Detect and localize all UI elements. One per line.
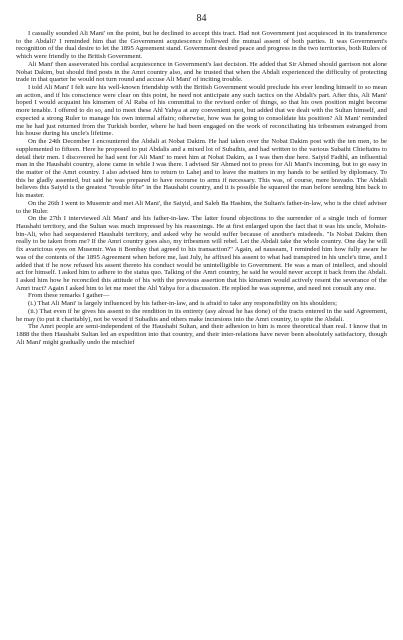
closing-paragraph: The Amri people are semi-independent of the Haushabi Sultan, and their adhesion to him is more theoretical than real. I know that in 1888 the then Haushabi Sultan led an expedition into that country, and their inter-relations have never been absolutely satisfactory, though Ali Mani' might gradually undo the mischief: [16, 323, 387, 346]
paragraph: On the 24th December I encountered the Abdali at Nobat Dakim. He had taken over the Nobat Dakim post with the ten men, to be supplemented to fifteen. Here he proposed to put Abdalis and a mixed lot of Subaihis, and had written to the various Subaihi Chieftains to detail their men. I discovered he had sent for Ali Mani' to meet him at Nobat Dakim, as I was then due here. Saiyid Fadthl, an influential man in the Haushabi country, alone came in while I was there. I advised Sir Ahmed not to press for Ali Mani's incoming, but to go easy in the matter of the Amri country. I also advised him to return to Lahej and to leave the matters in my hands to be settled by diplomacy. To this he gladly assented, but said he was prepared to have recourse to arms if necessary. This was, of course, mere bravado. The Abdali believes this Saiyid is the greatest "trouble fête" in the Haushabi country, and it is possible he squared the man before sending him back to his master.: [16, 138, 387, 200]
paragraph: Ali Mani' then asseverated his cordial acquiescence in Government's last decision. He added that Sir Ahmed should garrison not alone Nobat Dakim, but should find posts in the Amri country also, and he trusted that when the Abdali experienced the difficulty of protecting trade in that quarter he would not turn round and accuse Ali Mani' of inciting trouble.: [16, 60, 387, 84]
paragraph: I casually sounded Ali Mani' on the point, but he declined to accept this tract. Had not Government just acquiesced in its transference to the Abdali? I reminded him that the Government acquiescence followed the mutual assent of both parties. It was Government's recognition of the dual desire to let the 1895 Agreement stand. Government desired peace and progress in the two territories, both Rulers of which were friendly to the British Government.: [16, 30, 387, 61]
paragraph: On the 26th I went to Musemir and met Ali Mani', the Saiyid, and Saleh Ba Hashim, the Sultan's father-in-law, who is the chief adviser to the Ruler.: [16, 199, 387, 215]
page-number: 84: [196, 13, 207, 24]
remark-item: (i.) That Ali Mani' is largely influenced by his father-in-law, and is afraid to take any responsibility on his shoulders;: [28, 300, 337, 308]
paragraph: I told Ali Mani' I felt sure his well-known friendship with the British Government would preclude his ever lending himself to so mean an action, and if his conscience were clear on this point, he need not anticipate any such tactics on the Abdali's part. After this, Ali Mani' hoped I would acquaint his kinsmen of Al Raba of his committal to the revised order of things, so that his own position might become more tenable. I offered to do so, and to meet these Ahl Yahya at any convenient spot, but added that we dealt with the Sultan himself, and expected a strong Ruler to manage his own internal affairs; otherwise, how was he going to consolidate his position? Ali Mani' reminded me he had just returned from the Turkish border, where he had been engaged on the work of reconciliating his tribesmen estranged from his house during his uncle's lifetime.: [16, 84, 387, 138]
remarks-intro: From these remarks I gather—: [28, 292, 110, 300]
paragraph: On the 27th I interviewed Ali Mani' and his father-in-law. The latter found objections to the surrender of a single inch of former Haushabi territory, and the Sultan was much impressed by his reasonings. He at first enlarged upon the fact that it was his uncle, Mohsin-bin-Ali, who had sequestered Haushabi territory, and asked why he would suffer because of another's misdeeds. "Is Nobat Dakim then really to be taken from me? If the Amri country goes also, my tribesmen will rebel. Let the Abdali take the whole country. One day he will fix avaricious eyes on Musemir. Was it Bombay that agreed to his transaction?" Again, ad nauseam, I reminded him how fully aware he was of the contents of the 1895 Agreement when before me, last July, he affixed his assent to what had transpired in his uncle's time, and I added that if he now refused his assent thereto his conduct would be unintelligible to Government. He was a man of intellect, and should act for himself. I asked him to adhere to the status quo. Talking of the Amri country, he said he would never accept it back from the Abdali. I asked him how he reconciled this attitude of his with the previous assertion that his kinsmen would actively resent the severance of the Amri tract? Again I asked him to let me meet the Ahl Yahya for a discussion. He replied he was supreme, and need not consult any one.: [16, 215, 387, 292]
remark-item: (ii.) That even if he gives his assent to the rendition in its entirety (asy alread he has done) of the tracts entered in the said Agreement, he may (to put it charitably), not be vexed if Subaihis and others make incursions into the Amri country, to spite the Abdali.: [16, 307, 387, 323]
